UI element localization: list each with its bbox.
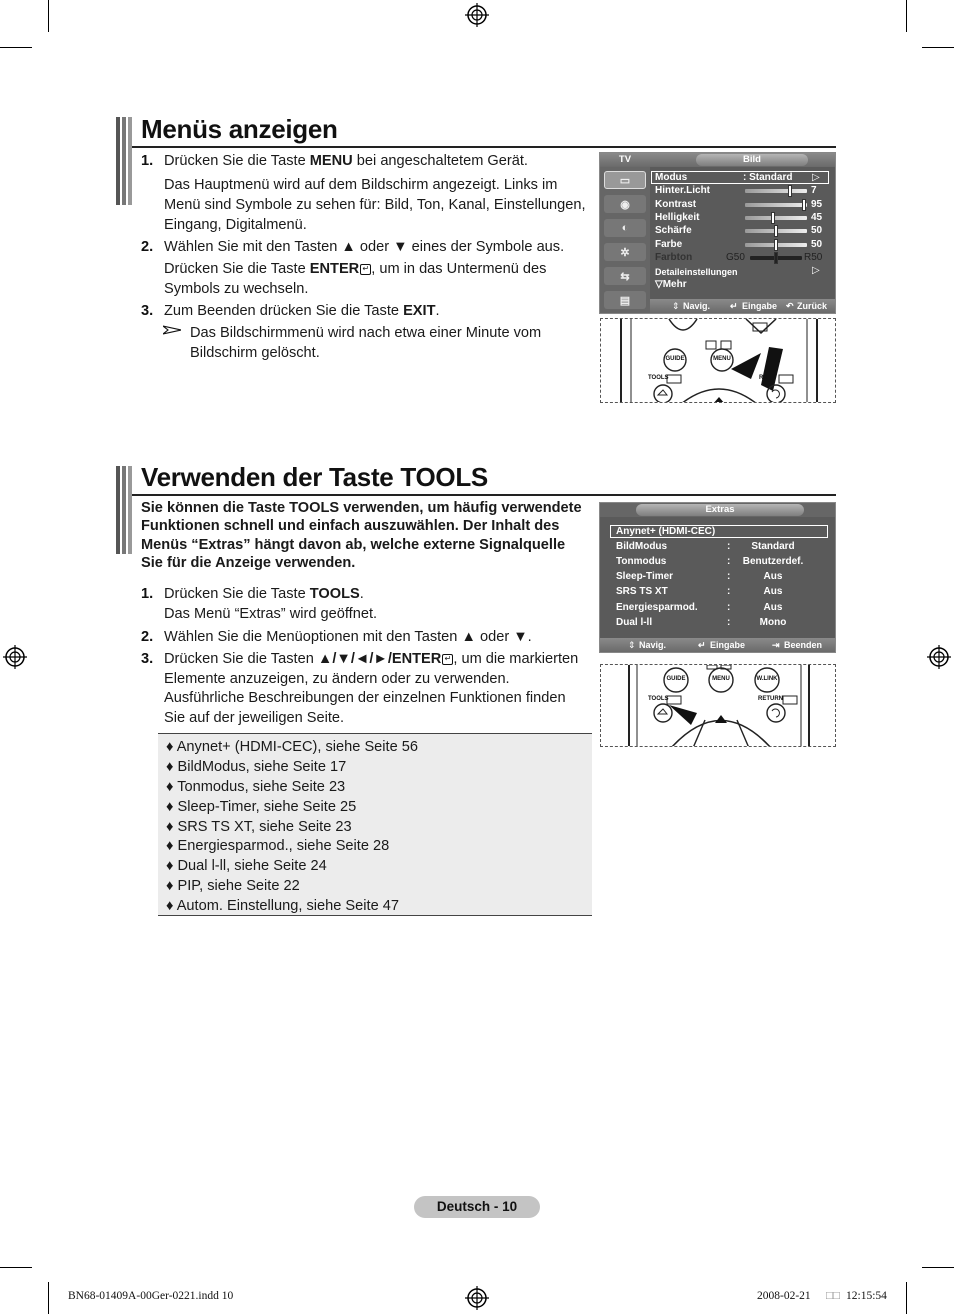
registration-mark-icon	[465, 3, 489, 27]
slug-boxes: □□	[826, 1290, 840, 1302]
menu-row-label: Detaileinstellungen	[655, 267, 738, 277]
crop-mark	[0, 1267, 32, 1268]
menu-row-sep: :	[727, 556, 731, 567]
menu-row-value: 45	[811, 212, 823, 223]
step-text: Wählen Sie mit den Tasten ▲ oder ▼ eines der Symbole aus.	[164, 239, 565, 255]
level-slider	[745, 203, 807, 207]
slider-knob	[771, 212, 775, 224]
menu-row-label: Kontrast	[655, 199, 697, 210]
crop-mark	[922, 47, 954, 48]
intro-text: Sie für die Anzeige verwenden.	[141, 555, 356, 571]
tools-label: TOOLS	[648, 696, 669, 702]
enter-icon: ↵	[442, 654, 453, 665]
step-number: 3.	[141, 303, 154, 319]
picture-icon: ▭	[604, 171, 646, 189]
note-text: Bildschirm gelöscht.	[190, 345, 320, 361]
menu-row-value: Standard	[751, 541, 795, 552]
note-text: Das Bildschirmmenü wird nach etwa einer Minute vom	[190, 325, 542, 341]
submenu-arrow-icon: ▷	[812, 172, 820, 183]
crop-mark	[48, 0, 49, 32]
menu-row-value: 7	[811, 185, 817, 196]
step-text: Drücken Sie die Tasten ▲/▼/◄/►/ENTER ↵ , um die markierten	[164, 651, 579, 667]
tools-menu-screenshot	[599, 502, 836, 653]
step-description: Sie auf der jeweiligen Seite.	[164, 710, 345, 726]
sound-icon: ◉	[604, 195, 646, 213]
guide-button: GUIDE	[666, 676, 686, 682]
section-rule	[132, 146, 836, 148]
step-text: Drücken Sie die Taste MENU bei angeschaltetem Gerät.	[164, 153, 528, 169]
section-marker	[116, 466, 132, 554]
reference-list	[158, 733, 592, 916]
slider-knob	[774, 239, 778, 251]
menu-row-value: 95	[811, 199, 823, 210]
step-number: 2.	[141, 629, 154, 645]
step-description: Ausführliche Beschreibungen der einzelnen Funktionen finden	[164, 690, 566, 706]
menu-title: Extras	[636, 504, 804, 516]
slider-knob	[774, 252, 778, 264]
step-number: 2.	[141, 239, 154, 255]
intro-text: Menüs “Extras” hängt davon ab, welche externe Signalquelle	[141, 537, 566, 553]
menu-row-value: : Standard	[743, 172, 793, 183]
exit-icon: ⇥	[772, 640, 780, 650]
step-number: 1.	[141, 153, 154, 169]
crop-mark	[0, 47, 32, 48]
return-icon: ↶	[786, 301, 794, 311]
wlink-button: W.LINK	[756, 676, 778, 682]
section-title: Verwenden der Taste TOOLS	[141, 462, 488, 492]
digital-menu-icon: ▤	[604, 291, 646, 309]
tint-left-label: G50	[726, 252, 745, 263]
menu-row-label: BildModus	[616, 541, 668, 552]
menu-row-value: Benutzerdef.	[742, 556, 804, 567]
menu-footer	[600, 638, 835, 652]
registration-mark-icon	[3, 645, 27, 669]
list-item: ♦ Tonmodus, siehe Seite 23	[166, 779, 346, 795]
list-item: ♦ Energiesparmod., siehe Seite 28	[166, 838, 390, 854]
file-slug: BN68-01409A-00Ger-0221.indd 10	[68, 1290, 234, 1302]
enter-icon: ↵	[360, 264, 371, 275]
section-rule	[132, 494, 836, 496]
input-icon: ⇆	[604, 267, 646, 285]
updown-icon: ⇕	[672, 301, 680, 311]
menu-row-label: Helligkeit	[655, 212, 700, 223]
menu-row-label: Energiesparmod.	[616, 602, 698, 613]
step-text: Drücken Sie die Taste TOOLS.	[164, 586, 364, 602]
menu-row-label: Dual l-ll	[616, 617, 653, 628]
channel-icon: ◐	[604, 219, 646, 237]
menu-row-label: Farbton	[655, 252, 693, 263]
menu-row-value: Aus	[763, 586, 783, 597]
step-text: Wählen Sie die Menüoptionen mit den Tasten ▲ oder ▼.	[164, 629, 532, 645]
menu-footer	[650, 299, 835, 313]
enter-icon: ↵	[730, 301, 738, 311]
slider-knob	[802, 199, 806, 211]
menu-sidebar	[600, 167, 650, 313]
step-description: Eingang, Digitalmenü.	[164, 217, 307, 233]
menu-button: MENU	[713, 356, 731, 362]
updown-icon: ⇕	[628, 640, 636, 650]
footer-nav: Navig.	[683, 301, 711, 311]
menu-row-value: 50	[811, 239, 823, 250]
list-item: ♦ Sleep-Timer, siehe Seite 25	[166, 799, 357, 815]
submenu-arrow-icon: ▷	[812, 265, 820, 276]
slider-knob	[774, 225, 778, 237]
tv-menu-screenshot	[599, 152, 836, 314]
slider-knob	[788, 185, 792, 197]
menu-row-label: Farbe	[655, 239, 683, 250]
step-description: Symbols zu wechseln.	[164, 281, 309, 297]
menu-row-label: Anynet+ (HDMI-CEC)	[616, 526, 716, 537]
more-indicator: ▽Mehr	[655, 279, 687, 290]
menu-row-label: SRS TS XT	[616, 586, 668, 597]
registration-mark-icon	[465, 1286, 489, 1310]
list-item: ♦ Autom. Einstellung, siehe Seite 47	[166, 898, 399, 914]
menu-row-sep: :	[727, 571, 731, 582]
menu-row-value: 50	[811, 225, 823, 236]
remote-illustration	[600, 318, 836, 403]
step-description: Das Menü “Extras” wird geöffnet.	[164, 606, 378, 622]
slug-time: 12:15:54	[846, 1290, 887, 1302]
step-description: Menü sind Symbole zu sehen für: Bild, Ton, Kanal, Einstellungen,	[164, 197, 586, 213]
footer-enter: Eingabe	[710, 640, 746, 650]
section-title: Menüs anzeigen	[141, 114, 338, 144]
enter-icon: ↵	[698, 640, 706, 650]
footer-enter: Eingabe	[742, 301, 778, 311]
menu-button: MENU	[712, 676, 730, 682]
step-description: Das Hauptmenü wird auf dem Bildschirm angezeigt. Links im	[164, 177, 558, 193]
step-number: 1.	[141, 586, 154, 602]
menu-row-sep: :	[727, 617, 731, 628]
return-label: RE	[759, 375, 768, 381]
menu-row-label: Sleep-Timer	[616, 571, 674, 582]
step-description: Drücken Sie die Taste ENTER ↵ , um in das Untermenü des	[164, 261, 547, 277]
list-item: ♦ Dual l-ll, siehe Seite 24	[166, 858, 327, 874]
level-slider	[745, 189, 807, 193]
list-item: ♦ BildModus, siehe Seite 17	[166, 759, 347, 775]
guide-button: GUIDE	[665, 356, 685, 362]
return-label: RETURN	[758, 696, 783, 702]
step-text: Zum Beenden drücken Sie die Taste EXIT.	[164, 303, 440, 319]
footer-nav: Navig.	[639, 640, 667, 650]
tint-slider	[750, 256, 802, 260]
menu-row-label: Schärfe	[655, 225, 692, 236]
footer-back: Zurück	[797, 301, 828, 311]
level-slider	[745, 216, 807, 220]
menu-tab: TV	[618, 154, 632, 165]
level-slider	[745, 229, 807, 233]
list-item: ♦ Anynet+ (HDMI-CEC), siehe Seite 56	[166, 739, 418, 755]
menu-row-value: Mono	[759, 617, 787, 628]
list-item: ♦ PIP, siehe Seite 22	[166, 878, 300, 894]
menu-row-value: Aus	[763, 602, 783, 613]
crop-mark	[906, 1282, 907, 1314]
crop-mark	[922, 1267, 954, 1268]
intro-text: Sie können die Taste TOOLS verwenden, um häufig verwendete	[141, 500, 582, 516]
tools-label: TOOLS	[648, 375, 669, 381]
section-marker	[116, 117, 132, 205]
tint-right-label: R50	[804, 252, 823, 263]
menu-row-sep: :	[727, 541, 731, 552]
menu-row-sep: :	[727, 602, 731, 613]
intro-text: Funktionen schnell und einfach auszuwählen. Der Inhalt des	[141, 518, 560, 534]
note-arrow-icon	[163, 325, 181, 335]
step-description: Elemente anzuzeigen, zu ändern oder zu verwenden.	[164, 671, 510, 687]
menu-row-label: Hinter.Licht	[655, 185, 711, 196]
crop-mark	[906, 0, 907, 32]
settings-icon: ✲	[604, 243, 646, 261]
menu-row-sep: :	[727, 586, 731, 597]
step-number: 3.	[141, 651, 154, 667]
registration-mark-icon	[927, 645, 951, 669]
menu-title: Bild	[696, 154, 808, 166]
menu-row-value: Aus	[763, 571, 783, 582]
crop-mark	[48, 1282, 49, 1314]
slug-date: 2008-02-21	[757, 1290, 811, 1302]
footer-exit: Beenden	[784, 640, 823, 650]
page-number: Deutsch - 10	[414, 1196, 540, 1218]
level-slider	[745, 243, 807, 247]
remote-illustration	[600, 664, 836, 747]
menu-row-label: Tonmodus	[616, 556, 667, 567]
list-item: ♦ SRS TS XT, siehe Seite 23	[166, 819, 352, 835]
menu-row-label: Modus	[655, 172, 688, 183]
